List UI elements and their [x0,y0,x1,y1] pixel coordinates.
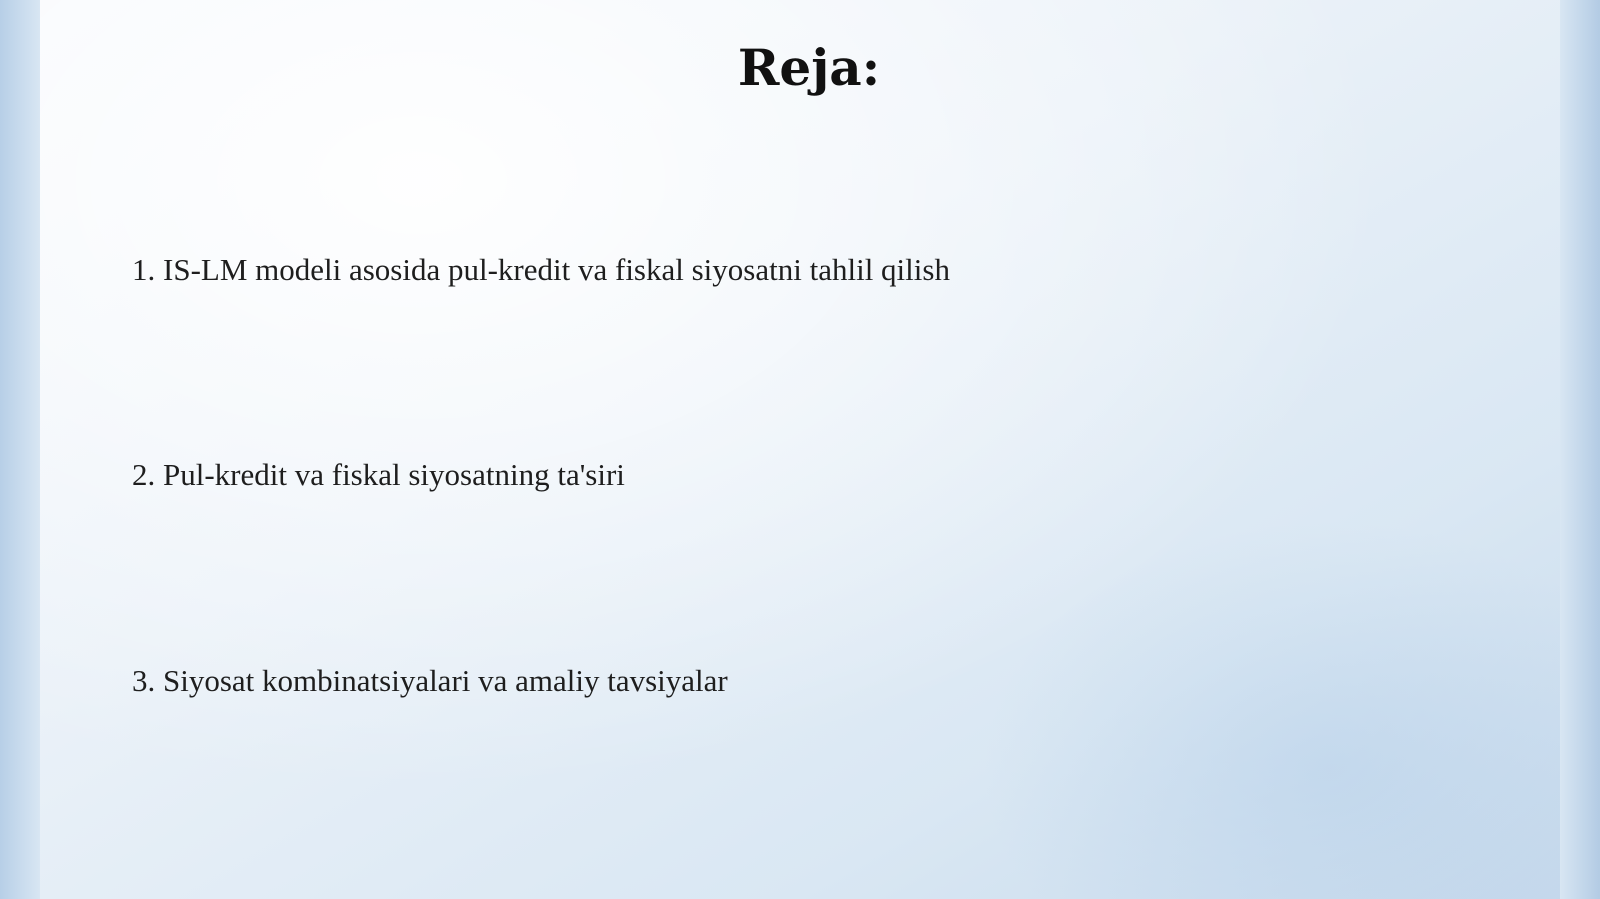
slide [40,0,1560,899]
slide-title: Reja: [737,38,881,97]
agenda-item-2: 2. Pul-kredit va fiskal siyosatning ta'siri [132,457,625,492]
agenda-item-1: 1. IS-LM modeli asosida pul-kredit va fiskal siyosatni tahlil qilish [132,252,950,287]
agenda-item-3: 3. Siyosat kombinatsiyalari va amaliy tavsiyalar [132,663,728,698]
